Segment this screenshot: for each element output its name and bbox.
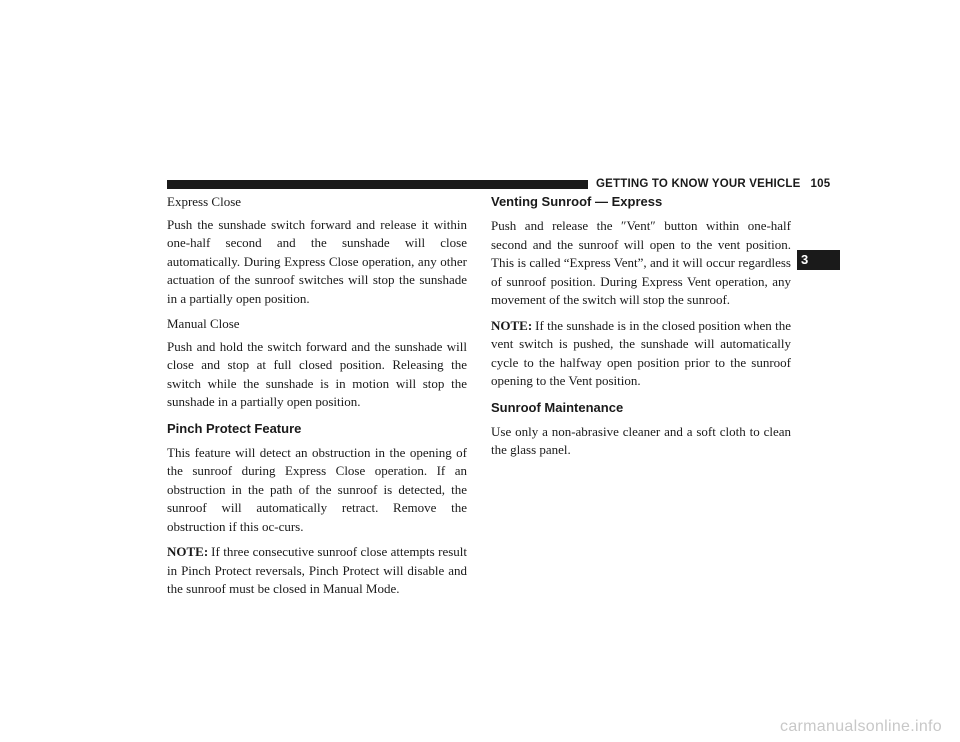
express-close-heading: Express Close (167, 194, 242, 209)
venting-note (491, 317, 791, 391)
sunroof-maintenance-heading: Sunroof Maintenance (491, 399, 624, 415)
note-text: If the sunshade is in the closed position when the vent switch is pushed, the sunshade will automatically cycle to the halfway open position prior to the sunroof opening to the Vent position. (491, 317, 791, 388)
watermark: carmanualsonline.info (780, 718, 942, 735)
pinch-protect-heading: Pinch Protect Feature (167, 420, 302, 436)
manual-close-paragraph: Push and hold the switch forward and the sunshade will close and stop at full closed position. Releasing the switch while the sunshade is in motion will stop the sunshade in a partially open position. (167, 338, 467, 409)
left-column (167, 193, 467, 606)
venting-sunroof-heading: Venting Sunroof — Express (491, 194, 663, 209)
pinch-protect-paragraph: This feature will detect an obstruction in the opening of the sunroof during Express Close operation. If an obstruction in the path of the sunroof is detected, the sunroof will automatically retract. Remove the obstruction if this oc-curs. (167, 444, 467, 534)
note-label: NOTE: (491, 317, 533, 333)
note-label: NOTE: (167, 544, 209, 559)
pinch-protect-note (167, 543, 467, 599)
page-number: 105 (810, 178, 831, 190)
running-header (596, 176, 830, 192)
header-rule (167, 180, 588, 189)
chapter-tab: 3 (797, 250, 840, 270)
note-text: If three consecutive sunroof close attempts result in Pinch Protect reversals, Pinch Protect will disable and the sunroof must be closed in Manual Mode. (167, 544, 467, 596)
sunroof-maintenance-paragraph: Use only a non-abrasive cleaner and a soft cloth to clean the glass panel. (491, 423, 791, 457)
express-close-paragraph: Push the sunshade switch forward and release it within one-half second and the sunshade will close automatically. During Express Close operation, any other actuation of the sunroof switches will stop the sunshade in a partially open position. (167, 216, 467, 306)
venting-sunroof-paragraph: Push and release the ″Vent″ button within one-half second and the sunroof will open to the vent position. This is called “Express Vent”, and it will occur regardless of sunroof position. During Express Vent operation, any movement of the switch will stop the sunroof. (491, 218, 791, 307)
manual-close-heading: Manual Close (167, 316, 240, 331)
right-column (491, 193, 791, 467)
section-title: GETTING TO KNOW YOUR VEHICLE (596, 178, 801, 190)
